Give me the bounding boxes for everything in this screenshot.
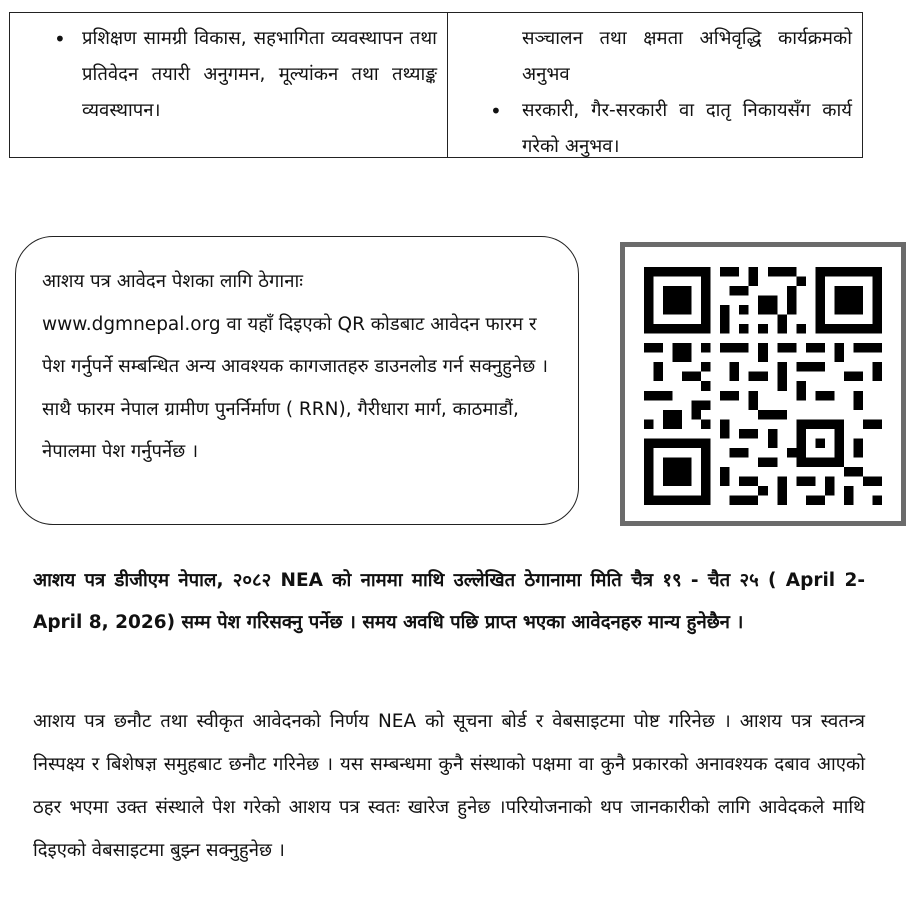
list-item: • प्रशिक्षण सामग्री विकास, सहभागिता व्यवस्थापन तथा प्रतिवेदन तयारी अनुगमन, मूल्यांकन तथा तथ्याङ्क व्यवस्थापन। — [32, 21, 437, 129]
list-item-continuation: सञ्चालन तथा क्षमता अभिवृद्धि कार्यक्रमको अनुभव — [521, 28, 852, 85]
qr-code-icon — [644, 267, 882, 505]
deadline-notice: आशय पत्र डीजीएम नेपाल, २०८२ NEA को नाममा माथि उल्लेखित ठेगानामा मिति चैत्र १९ - चैत २५ ( April 2- April 8, 2026) सम्म पेश गरिसक्नु पर्नेछ । समय अवधि पछि प्राप्त भएका आवेदनहरु मान्य हुनेछैन । — [33, 570, 865, 633]
address-body: www.dgmnepal.org वा यहाँ दिइएको QR कोडबाट आवेदन फारम र पेश गर्नुपर्ने सम्बन्धित अन्य आवश्यक कागजातहरु डाउनलोड गर्न सक्नुहुनेछ । साथै फारम नेपाल ग्रामीण पुनर्निर्माण ( RRN), गैरीधारा मार्ग, काठमाडौं, नेपालमा पेश गर्नुपर्नेछ । — [42, 313, 549, 462]
table-cell-right — [448, 13, 862, 157]
qr-code[interactable] — [620, 242, 906, 526]
table-cell-left — [10, 13, 448, 157]
selection-notice: आशय पत्र छनौट तथा स्वीकृत आवेदनको निर्णय NEA को सूचना बोर्ड र वेबसाइटमा पोष्ट गरिनेछ । आशय पत्र स्वतन्त्र निस्पक्ष्य र बिशेषज्ञ समुहबाट छनौट गरिनेछ । यस सम्बन्धमा कुनै संस्थाको पक्षमा वा कुनै प्रकारको अनावश्यक दबाव आएको ठहर भएमा उक्त संस्थाले पेश गरेको आशय पत्र स्वतः खारेज हुनेछ ।परियोजनाको थप जानकारीको लागि आवेदकले माथि दिइएको वेबसाइटमा बुझ्न सक्नुहुनेछ । — [33, 711, 865, 861]
list-item: • सरकारी, गैर-सरकारी वा दातृ निकायसँग कार्य गरेको अनुभव। — [470, 93, 852, 165]
requirements-table — [9, 12, 863, 158]
application-address-box — [15, 236, 579, 525]
address-heading: आशय पत्र आवेदन पेशका लागि ठेगानाः — [42, 271, 304, 292]
